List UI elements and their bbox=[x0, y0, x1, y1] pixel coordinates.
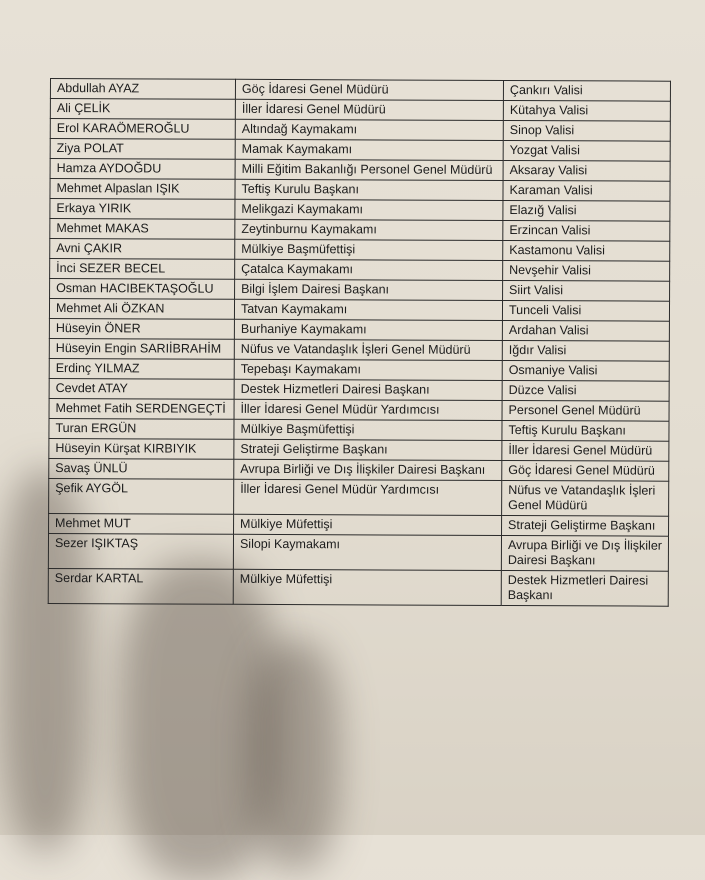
name-cell: Hüseyin Engin SARIİBRAHİM bbox=[49, 338, 234, 359]
table-row bbox=[50, 139, 670, 162]
name-cell: Erol KARAÖMEROĞLU bbox=[50, 119, 235, 140]
hand-shadow bbox=[250, 640, 340, 870]
new-position-cell: Aksaray Valisi bbox=[503, 160, 670, 181]
name-cell: Cevdet ATAY bbox=[49, 378, 234, 399]
current-position-cell: Tatvan Kaymakamı bbox=[234, 299, 502, 320]
table-row bbox=[50, 119, 670, 142]
table-row bbox=[49, 458, 669, 481]
table-row bbox=[49, 318, 669, 341]
table-row bbox=[49, 398, 669, 421]
table-row bbox=[50, 79, 670, 102]
table-row bbox=[50, 179, 670, 202]
table-row bbox=[49, 299, 669, 322]
current-position-cell: İller İdaresi Genel Müdür Yardımcısı bbox=[234, 479, 502, 515]
new-position-cell: Personel Genel Müdürü bbox=[502, 400, 669, 421]
new-position-cell: Siirt Valisi bbox=[503, 280, 670, 301]
name-cell: Ziya POLAT bbox=[50, 139, 235, 160]
current-position-cell: Mülkiye Müfettişi bbox=[234, 514, 502, 535]
new-position-cell: Yozgat Valisi bbox=[503, 140, 670, 161]
name-cell: Serdar KARTAL bbox=[48, 568, 233, 604]
current-position-cell: Mülkiye Başmüfettişi bbox=[235, 239, 503, 260]
table-row bbox=[50, 279, 670, 302]
new-position-cell: Osmaniye Valisi bbox=[502, 360, 669, 381]
name-cell: Sezer IŞIKTAŞ bbox=[48, 533, 233, 569]
new-position-cell: Nevşehir Valisi bbox=[503, 260, 670, 281]
current-position-cell: Strateji Geliştirme Başkanı bbox=[234, 439, 502, 460]
table-row bbox=[50, 219, 670, 242]
table-row bbox=[50, 239, 670, 262]
new-position-cell: Tunceli Valisi bbox=[502, 300, 669, 321]
table-row bbox=[49, 418, 669, 441]
new-position-cell: Erzincan Valisi bbox=[503, 220, 670, 241]
current-position-cell: Tepebaşı Kaymakamı bbox=[234, 359, 502, 380]
table-row bbox=[49, 338, 669, 361]
table-row bbox=[49, 358, 669, 381]
appointments-table bbox=[48, 78, 671, 607]
current-position-cell: Nüfus ve Vatandaşlık İşleri Genel Müdürü bbox=[234, 339, 502, 360]
table-row bbox=[50, 199, 670, 222]
name-cell: Abdullah AYAZ bbox=[50, 79, 235, 100]
current-position-cell: Mülkiye Başmüfettişi bbox=[234, 419, 502, 440]
name-cell: Mehmet Fatih SERDENGEÇTİ bbox=[49, 398, 234, 419]
name-cell: Mehmet MUT bbox=[49, 513, 234, 534]
current-position-cell: Göç İdaresi Genel Müdürü bbox=[235, 79, 503, 100]
new-position-cell: Nüfus ve Vatandaşlık İşleri Genel Müdürü bbox=[502, 480, 669, 516]
name-cell: Erdinç YILMAZ bbox=[49, 358, 234, 379]
name-cell: Mehmet Ali ÖZKAN bbox=[49, 299, 234, 320]
name-cell: Erkaya YIRIK bbox=[50, 199, 235, 220]
table-row bbox=[48, 568, 668, 606]
current-position-cell: Melikgazi Kaymakamı bbox=[235, 199, 503, 220]
new-position-cell: Kastamonu Valisi bbox=[503, 240, 670, 261]
new-position-cell: Ardahan Valisi bbox=[502, 320, 669, 341]
name-cell: Ali ÇELİK bbox=[50, 99, 235, 120]
new-position-cell: Avrupa Birliği ve Dış İlişkiler Dairesi Başkanı bbox=[501, 535, 668, 571]
current-position-cell: Teftiş Kurulu Başkanı bbox=[235, 179, 503, 200]
new-position-cell: Sinop Valisi bbox=[503, 120, 670, 141]
new-position-cell: Iğdır Valisi bbox=[502, 340, 669, 361]
current-position-cell: Altındağ Kaymakamı bbox=[235, 119, 503, 140]
new-position-cell: Kütahya Valisi bbox=[503, 100, 670, 121]
current-position-cell: Silopi Kaymakamı bbox=[233, 534, 501, 570]
current-position-cell: Avrupa Birliği ve Dış İlişkiler Dairesi Başkanı bbox=[234, 459, 502, 480]
table-body bbox=[48, 79, 670, 607]
new-position-cell: Çankırı Valisi bbox=[503, 80, 670, 101]
new-position-cell: Destek Hizmetleri Dairesi Başkanı bbox=[501, 570, 668, 606]
table-row bbox=[49, 513, 669, 536]
table-row bbox=[49, 478, 669, 516]
table-row bbox=[48, 533, 668, 571]
table-row bbox=[50, 99, 670, 122]
new-position-cell: Elazığ Valisi bbox=[503, 200, 670, 221]
name-cell: Hüseyin Kürşat KIRBIYIK bbox=[49, 438, 234, 459]
new-position-cell: Göç İdaresi Genel Müdürü bbox=[502, 460, 669, 481]
current-position-cell: Burhaniye Kaymakamı bbox=[234, 319, 502, 340]
new-position-cell: Strateji Geliştirme Başkanı bbox=[502, 515, 669, 536]
name-cell: Savaş ÜNLÜ bbox=[49, 458, 234, 479]
name-cell: İnci SEZER BECEL bbox=[50, 259, 235, 280]
new-position-cell: Teftiş Kurulu Başkanı bbox=[502, 420, 669, 441]
current-position-cell: Milli Eğitim Bakanlığı Personel Genel Müdürü bbox=[235, 159, 503, 180]
current-position-cell: Destek Hizmetleri Dairesi Başkanı bbox=[234, 379, 502, 400]
table-row bbox=[50, 159, 670, 182]
name-cell: Hüseyin ÖNER bbox=[49, 318, 234, 339]
name-cell: Şefik AYGÖL bbox=[49, 478, 234, 514]
new-position-cell: Düzce Valisi bbox=[502, 380, 669, 401]
name-cell: Turan ERGÜN bbox=[49, 418, 234, 439]
name-cell: Mehmet MAKAS bbox=[50, 219, 235, 240]
name-cell: Osman HACIBEKTAŞOĞLU bbox=[50, 279, 235, 300]
current-position-cell: Mamak Kaymakamı bbox=[235, 139, 503, 160]
current-position-cell: İller İdaresi Genel Müdürü bbox=[235, 99, 503, 120]
hand-shadow bbox=[120, 560, 280, 880]
new-position-cell: Karaman Valisi bbox=[503, 180, 670, 201]
table-row bbox=[49, 378, 669, 401]
current-position-cell: İller İdaresi Genel Müdür Yardımcısı bbox=[234, 399, 502, 420]
table-row bbox=[49, 438, 669, 461]
current-position-cell: Mülkiye Müfettişi bbox=[233, 569, 501, 605]
new-position-cell: İller İdaresi Genel Müdürü bbox=[502, 440, 669, 461]
table-row bbox=[50, 259, 670, 282]
name-cell: Avni ÇAKIR bbox=[50, 239, 235, 260]
current-position-cell: Bilgi İşlem Dairesi Başkanı bbox=[235, 279, 503, 300]
current-position-cell: Çatalca Kaymakamı bbox=[235, 259, 503, 280]
current-position-cell: Zeytinburnu Kaymakamı bbox=[235, 219, 503, 240]
name-cell: Mehmet Alpaslan IŞIK bbox=[50, 179, 235, 200]
name-cell: Hamza AYDOĞDU bbox=[50, 159, 235, 180]
